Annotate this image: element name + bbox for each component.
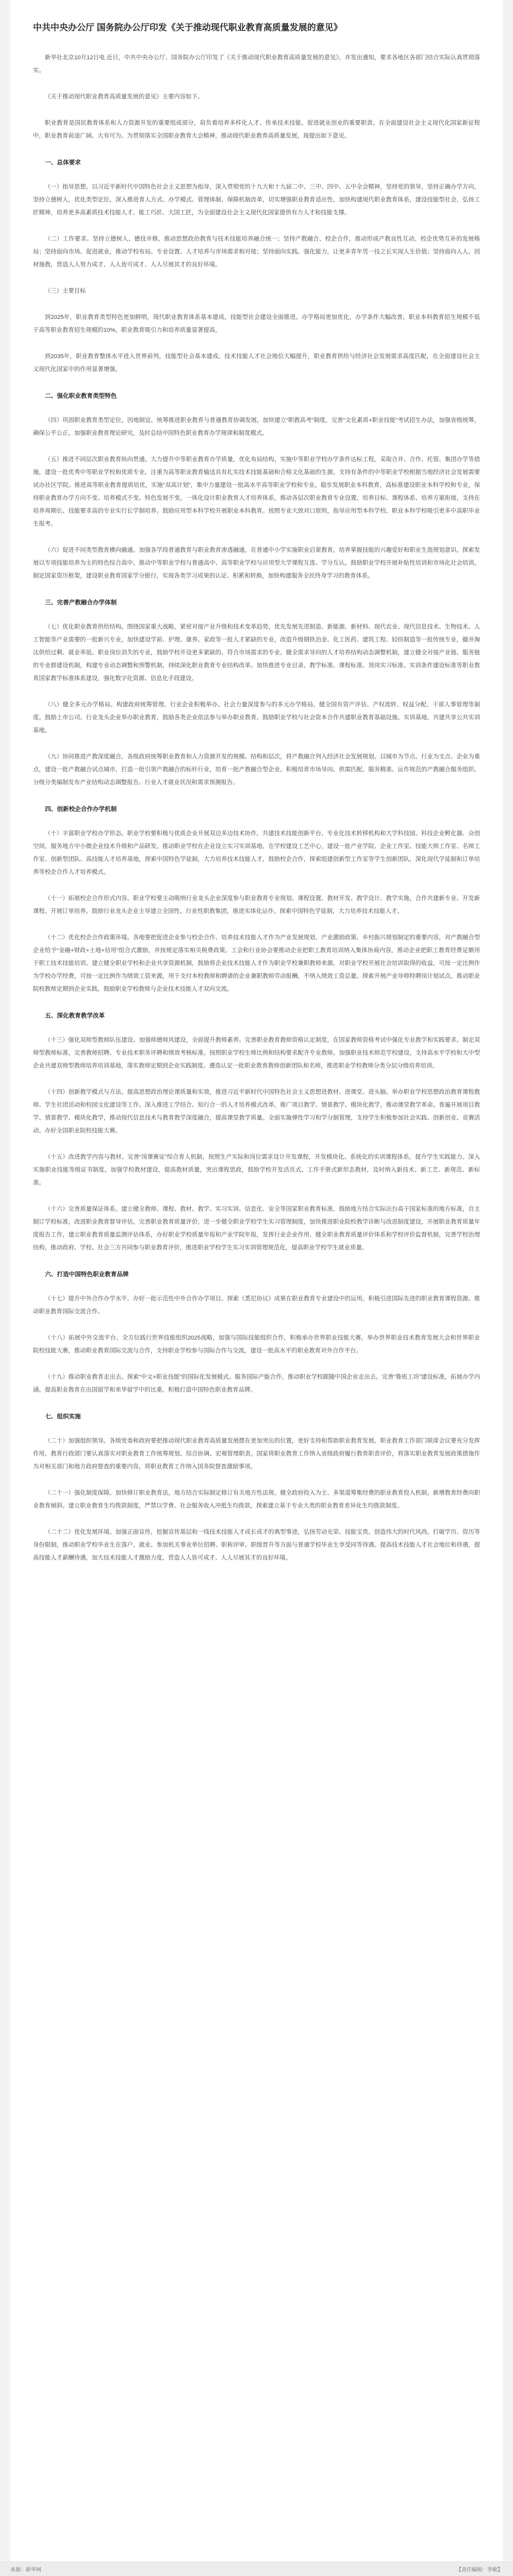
section-heading: 一、总体要求 (45, 159, 81, 166)
section-heading: 七、组织实施 (45, 1413, 81, 1420)
intro-paragraph: 《关于推动现代职业教育高质量发展的意见》主要内容如下。 (44, 94, 204, 100)
section-heading: 二、强化职业教育类型特色 (45, 393, 117, 399)
section-paragraph: （十三）强化双师型教师队伍建设。加强师德师风建设，全面提升教师素养。完善职业教育教师资格认定制度，在国家教师资格考试中强化专业教学和实践要求。制定双师型教师标准，完善教师招聘、专业技术职务评聘和绩效考核标准。按照职业学校生师比例和结构要求配齐专业教师。加强职业技术师范学校建设。支持高水平学校和大中型企业共建双师型教师培养培训基地，落实教师定期到企业实践制度。遴选认定一批职业教育教师创新团队和名师，推进职业学校教师分类分层分级培养培训。 (33, 1037, 480, 1069)
section-heading: 四、创新校企合作办学机制 (45, 806, 117, 812)
section-paragraph: （八）健全多元办学格局。构建政府统筹管理、行业企业积极举办、社会力量深度参与的多元办学格局。健全国有资产评估、产权流转、权益分配、干部人事管理等制度。鼓励上市公司、行业龙头企业举办职业教育，鼓励各类企业依法参与举办职业教育。鼓励职业学校与社会资本合作共建职业教育基础设施、实训基地，共建共享公共实训基地。 (33, 702, 480, 734)
section-heading: 六、打造中国特色职业教育品牌 (45, 1271, 129, 1278)
page-footer (0, 2562, 513, 2576)
section-paragraph: （十）丰富职业学校办学形态。职业学校要积极与优质企业开展双边多边技术协作，共建技术技能创新平台、专业化技术转移机构和大学科技园、科技企业孵化器、众创空间，服务地方中小微企业技术升级和产品研发。推动职业学校在企业设立实习实训基地、在学校建设工艺中心，建设一批产业学院、企业工作室、技能大师工作室、名师工作室、创新型团队、高技能人才培养基地，探索中国特色学徒制，大力培养技术技能人才，鼓励校企合作，探索组建创新型工作室等学生创新团队，深化现代学徒制和订单培养等校企合作人才培养模式。 (33, 831, 480, 875)
section-paragraph: （十二）优化校企合作政策环境。各地要把促进企业参与校企合作、培养技术技能人才作为产业发展规划、产业激励政策、乡村振兴规划制定的重要内容，对产教融合型企业给予“金融+财政+土地+信用”组合式激励，并按规定落实相关税费政策。工会和行业协会要推动企业把职工教育培训纳入集体协商内容，推动企业把职工教育经费足额用于职工技术技能培训。建立健全职业学校和企业共享资源机制，鼓励将企业技术技能人才作为职业学校兼职教师来源。对职业学校开展社会培训取得的收益，可按一定比例作为学校办学经费，可按一定比例作为绩效工资来源，用于支付本校教师和聘请的企业兼职教师劳动报酬，不纳入绩效工资总量。探索开展产业导师特聘岗计划试点，推动职业院校教师定期到企业实践，鼓励职业学校教师与企业技术技能人才双向交流。 (33, 935, 480, 992)
section-paragraph: （十六）完善质量保证体系。建立健全教师、课程、教材、教学、实习实训、信息化、安全等国家职业教育标准，鼓励地方结合实际出台高于国家标准的地方标准，自主制订学校标准，改进职业教育督导评估，完善职业教育质量评价，进一步健全职业学校学生实习管理制度，加快推进职业院校教学诊断与改进制度建设，开展职业教育质量年度报告工作，建立职业教育质量监测评估体系，办好职业学校质量年报和产业学院年报，发挥行业企业作用，健全职业教育质量评价体系和学校评价监督机制，完善学校治理结构，推动政府、学校、社会三方共同参与职业教育评价，推进职业学校学生实习实训管理规范化，提高职业学校学生就业质量。 (33, 1206, 480, 1251)
intro-paragraph: 职业教育是国民教育体系和人力资源开发的重要组成部分，肩负着培养多样化人才、传承技术技能、促进就业创业的重要职责。在全面建设社会主义现代化国家新征程中，职业教育前途广阔、大有可为。为贯彻落实全国职业教育大会精神，推动现代职业教育高质量发展，现提出如下意见。 (33, 120, 480, 139)
section-paragraph: （十九）推动职业教育走出去。探索“中文+职业技能”的国际化发展模式。服务国际产能合作，推动职业学校跟随中国企业走出去。完善“鲁班工坊”建设标准，拓展办学内涵。提高职业教育在出国留学和来华留学中的比重，积极打造中国特色职业教育品牌。 (33, 1374, 480, 1393)
section-paragraph: （二十）加强组织领导。各级党委和政府要把推动现代职业教育高质量发展摆在更加突出的位置，更好支持和帮助职业教育发展。职业教育工作部门联席会议要充分发挥作用，教育行政部门要认真落实对职业教育工作统筹规划、综合协调、宏观管理职责。国家将职业教育工作纳入省级政府履行教育职责评价，将落实职业教育发展政策措施作为对相关部门和地方政府督查的重要内容，将职业教育工作纳入国务院督查激励事项。 (33, 1438, 480, 1470)
section-paragraph: （十一）拓展校企合作形式内容。职业学校要主动吸纳行业龙头企业深度参与职业教育专业规划、课程设置、教材开发、教学设计、教学实施，合作共建新专业、开发新课程、开展订单培养。鼓励行业龙头企业主导建立全国性、行业性职教集团，推进实体化运作。探索中国特色学徒制，大力培养技术技能人才。 (33, 895, 480, 914)
article-page (10, 0, 503, 2576)
section-paragraph: （五）推进不同层次职业教育纵向贯通。大力提升中等职业教育办学质量，优化布局结构，实施中等职业学校办学条件达标工程，采取合并、合作、托管、集团办学等措施，建设一批优秀中等职业学校和优质专业，注重为高等职业教育输送具有扎实技术技能基础和合格文化基础的生源。支持有条件的中等职业学校根据当地经济社会发展需要试办社区学院。推进高等职业教育提质培优，实施“双高计划”，集中力量建设一批高水平高等职业学校和专业。稳步发展职业本科教育，高标准建设职业本科学校和专业，保持职业教育办学方向不变、培养模式不变、特色发展不变。一体化设计职业教育人才培养体系，推动各层次职业教育专业设置、培养目标、课程体系、培养方案衔接，支持在培养周期长、技能要求高的专业实行长学制培养。鼓励应用型本科学校开展职业本科教育。按照专业大致对口原则，指导应用型本科学校、职业本科学校吸引更多中高职毕业生报考。 (33, 456, 480, 527)
section-paragraph: （十四）创新教学模式与方法。提高思想政治理论课质量和实效，推进习近平新时代中国特色社会主义思想进教材、进课堂、进头脑。举办职业学校思想政治教育课程教师、学生社团活动和校园文化建设等工作。深入推进工学结合、知行合一的人才培养模式改革，推广项目教学、情景教学、模块化教学，推动课堂教学革命。普遍开展项目教学、情景教学、模块化教学，推动现代信息技术与教育教学深度融合，提高课堂教学质量。全面实施弹性学习和学分制管理，支持学生积极参加社会实践、创新创业、竞赛活动。办好全国职业院校技能大赛。 (33, 1089, 480, 1134)
section-paragraph: （三）主要目标 (44, 288, 86, 294)
footer-source: 来源：新华网 (10, 2567, 41, 2573)
section-paragraph: （十五）改进教学内容与教材。完善“岗课赛证”综合育人机制，按照生产实际和岗位需求设计开发课程，开发模块化、系统化的实训课程体系，提升学生实践能力。深入实施职业技能等级证书制度。加强学校教材建设，提高教材质量，突出课程思政，鼓励学校开发活页式、工作手册式新形态教材，及时纳入新技术、新工艺、新规范、新标准。 (33, 1154, 480, 1186)
section-paragraph: 到2025年，职业教育类型特色更加鲜明，现代职业教育体系基本建成，技能型社会建设全面推进。办学格局更加优化，办学条件大幅改善，职业本科教育招生规模不低于高等职业教育招生规模的10%，职业教育吸引力和培养质量显著提高。 (33, 314, 480, 333)
section-heading: 三、完善产教融合办学体制 (45, 599, 117, 606)
section-paragraph: （七）优化职业教育供给结构。围绕国家重大战略，紧密对接产业升级和技术变革趋势，优先发展先进制造、新能源、新材料、现代农业、现代信息技术、生物技术、人工智能等产业需要的一批新兴专业，加快建设学前、护理、康养、家政等一批人才紧缺的专业，改造升级钢铁冶金、化工医药、建筑工程、轻纺制造等一批传统专业，撤并淘汰供给过剩、就业率低、职业岗位消失的专业，鼓励学校开设更多紧缺的、符合市场需求的专业。健全需求导向的人才培养结构动态调整机制，建立健全对接产业链、服务链的专业群建设机制，构建专业动态调整和预警机制，持续深化职业教育专业结构改革。加快推进专业目录、教学标准、课程标准、顶岗实习标准、实训条件建设标准等职业教育国家教学标准体系建设，强化数字化资源、信息化手段建设。 (33, 624, 480, 682)
section-paragraph: （二十二）优化发展环境。加强正面宣传，挖掘宣传基层和一线技术技能人才成长成才的典型事迹，弘扬劳动光荣、技能宝贵、创造伟大的时代风尚。打破学历、资历等身份限制，推动职业学校毕业生在落户、就业、参加机关事业单位招聘、职称评审、职级晋升等方面与普通学校毕业生享受同等待遇。提高技术技能人才社会地位和待遇，提高技能人才薪酬待遇，加大技术技能人才激励力度，营造人人皆可成才、人人尽展其才的良好环境。 (33, 1529, 480, 1561)
section-paragraph: （二）工作要求。坚持立德树人、德技并修，推动思想政治教育与技术技能培养融合统一；坚持产教融合、校企合作，推动形成产教良性互动、校企优势互补的发展格局；坚持面向市场、促进就业，推动学校布局、专业设置、人才培养与市场需求相对接；坚持面向实践、强化能力，让更多青年凭一技之长实现人生价值；坚持面向人人、因材施教，营造人人努力成才、人人皆可成才、人人尽展其才的良好环境。 (33, 236, 480, 268)
article-title: 中共中央办公厅 国务院办公厅印发《关于推动现代职业教育高质量发展的意见》 (33, 23, 342, 32)
section-paragraph: （一）指导思想。以习近平新时代中国特色社会主义思想为指导，深入贯彻党的十九大和十九届二中、三中、四中、五中全会精神，坚持党的领导，坚持正确办学方向，坚持立德树人，优化类型定位，深入推进育人方式、办学模式、管理体制、保障机制改革，切实增强职业教育适应性，加快构建现代职业教育体系，建设技能型社会，弘扬工匠精神，培养更多高素质技术技能人才、能工巧匠、大国工匠，为全面建设社会主义现代化国家提供有力人才和技能支撑。 (33, 184, 480, 216)
section-paragraph: （九）协同推进产教深度融合。各级政府统筹职业教育和人力资源开发的规模、结构和层次，将产教融合列入经济社会发展规划。以城市为节点、行业为支点、企业为重点，建设一批产教融合试点城市，打造一批引领产教融合的标杆行业，培育一批产教融合型企业。积极培育市场导向、供需匹配、服务精准、运作规范的产教融合服务组织。分级分类编制发布产业结构动态调整报告、行业人才就业状况和需求预测报告。 (33, 754, 480, 786)
section-heading: 五、深化教育教学改革 (45, 1012, 105, 1019)
section-paragraph: （十八）拓展中外交流平台。全方位践行世界技能组织2025战略，加强与国际技能组织合作，积极承办世界职业技能大赛。举办世界职业技术教育发展大会和世界职业院校技能大赛，推动职业教育国际交流与合作，支持职业学校参与国际合作与交流，建设一批高水平的职业教育对外合作平台。 (33, 1335, 480, 1354)
footer-editor: 【责任编辑：李敏】 (456, 2567, 503, 2573)
section-paragraph: （十七）提升中外合作办学水平。办好一批示范性中外合作办学项目。探索《悉尼协议》成果在职业教育专业建设中的运用。积极引进国际先进的职业教育课程资源。推动职业教育国际交流合作。 (33, 1296, 480, 1315)
intro-paragraph: 新华社北京10月12日电 近日，中共中央办公厅、国务院办公厅印发了《关于推动现代职业教育高质量发展的意见》，并发出通知，要求各地区各部门结合实际认真贯彻落实。 (33, 55, 480, 74)
section-paragraph: （二十一）强化制度保障。加快修订职业教育法，地方结合实际制定修订有关地方性法规。健全政府投入为主、多渠道筹集经费的职业教育投入机制。新增教育经费向职业教育倾斜。建立职业教育生均拨款制度，严禁以学费、社会服务收入冲抵生均拨款，探索建立基于专业大类的职业教育差异化生均拨款制度。 (33, 1490, 480, 1509)
article-body (33, 158, 480, 1565)
section-paragraph: （六）促进不同类型教育横向融通。加强各学段普通教育与职业教育渗透融通，在普通中小学实施职业启蒙教育，培养掌握技能的兴趣爱好和职业生涯规划意识。探索发展以专项技能培养为主的特色综合高中。推动中等职业学校与普通高中、高等职业学校与应用型大学课程互选、学分互认。鼓励职业学校开展补贴性培训和市场化社会培训。制定国家资历框架，建设职业教育国家学分银行，实现各类学习成果的认证、积累和转换，加快构建服务全民终身学习的教育体系。 (33, 547, 480, 579)
section-paragraph: （四）巩固职业教育类型定位。因地制宜、统筹推进职业教育与普通教育协调发展。加快建立“职教高考”制度，完善“文化素质+职业技能”考试招生办法，加强省级统筹，确保公平公正。加强职业教育理论研究，及时总结中国特色职业教育办学规律和制度模式。 (33, 417, 480, 436)
section-paragraph: 到2035年，职业教育整体水平进入世界前列，技能型社会基本建成。技术技能人才社会地位大幅提升，职业教育供给与经济社会发展需求高度匹配，在全面建设社会主义现代化国家中的作用显著增强。 (33, 353, 480, 372)
